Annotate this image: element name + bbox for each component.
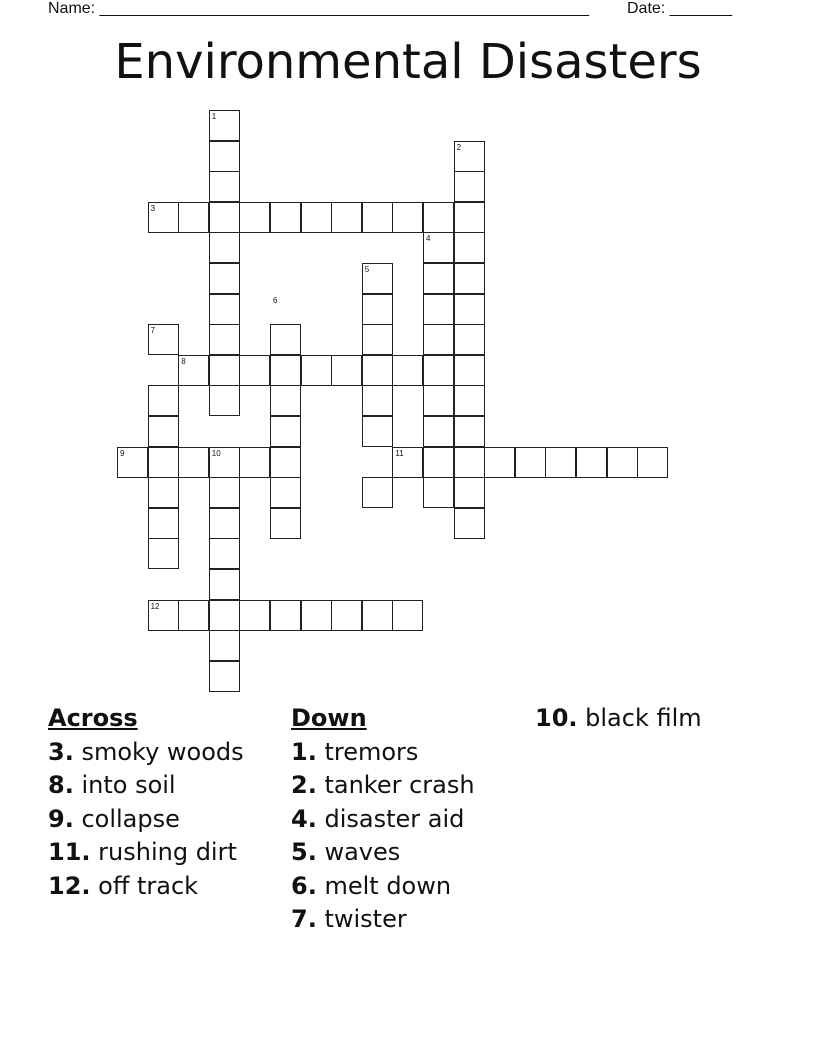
crossword-cell[interactable] [178,600,209,631]
crossword-cell[interactable] [270,477,301,508]
crossword-cell[interactable] [209,569,240,600]
clue-item [291,870,475,903]
crossword-cell[interactable] [209,661,240,692]
clue-number: 10 [211,448,221,458]
crossword-cell[interactable] [454,385,485,416]
down-clues-continued [535,702,702,735]
crossword-cell[interactable] [270,385,301,416]
crossword-cell[interactable] [209,477,240,508]
crossword-cell[interactable] [301,355,332,386]
clue-item [48,803,244,836]
across-clues [48,702,244,903]
crossword-cell[interactable] [148,538,179,569]
crossword-cell[interactable] [331,355,362,386]
date-field-line: Date: _______ [627,0,732,17]
clue-number: 1 [211,112,217,121]
crossword-cell[interactable] [209,263,240,294]
crossword-cell[interactable] [301,202,332,233]
clue-item-number: 3. [48,738,74,766]
clue-number: 11 [395,448,404,458]
clue-number: 3 [150,203,156,213]
crossword-cell[interactable] [454,324,485,355]
clue-item [48,836,244,869]
clue-item [48,736,244,769]
clue-item-text: tanker crash [324,771,475,800]
crossword-cell[interactable] [545,447,576,478]
crossword-cell[interactable] [209,538,240,569]
crossword-cell[interactable] [148,477,179,508]
crossword-cell[interactable] [270,202,301,233]
down-heading: Down [291,704,367,732]
clue-item [48,870,244,903]
clue-item-text: tremors [324,738,419,766]
crossword-cell[interactable] [270,447,301,478]
crossword-cell[interactable] [239,600,270,631]
crossword-cell[interactable] [392,600,423,631]
crossword-cell[interactable] [423,385,454,416]
crossword-cell[interactable] [362,477,393,508]
crossword-cell[interactable] [178,202,209,233]
crossword-cell[interactable] [392,355,423,386]
clue-number: 4 [426,234,431,244]
clue-number: 2 [456,142,462,152]
clue-item-number: 12. [48,871,91,900]
clue-item-text: into soil [81,771,176,800]
clue-item-text: waves [324,838,401,867]
name-field-line: Name: _______________________________________________________ [48,0,589,17]
crossword-cell[interactable] [270,508,301,539]
crossword-cell[interactable] [301,600,332,631]
clue-number: 7 [150,326,156,336]
crossword-cell[interactable] [454,447,485,478]
clue-item-number: 2. [291,771,317,800]
clue-item [291,836,475,869]
clue-number: 6 [273,295,278,305]
crossword-cell[interactable] [239,355,270,386]
crossword-cell[interactable] [362,600,393,631]
crossword-cell[interactable] [209,171,240,202]
clue-item-number: 7. [291,904,317,933]
crossword-cell[interactable] [270,600,301,631]
clue-item-text: melt down [324,871,452,900]
clue-item-number: 5. [291,838,317,867]
clue-item [48,769,244,802]
clue-number: 5 [364,265,370,274]
crossword-cell[interactable] [637,447,668,478]
crossword-cell[interactable] [454,416,485,447]
crossword-cell[interactable] [209,324,240,355]
crossword-cell[interactable] [362,202,393,233]
crossword-cell[interactable] [209,232,240,263]
clue-number: 8 [181,356,186,366]
crossword-cell[interactable] [362,355,393,386]
crossword-cell[interactable] [454,263,485,294]
crossword-cell[interactable] [392,202,423,233]
crossword-cell[interactable] [454,202,485,233]
crossword-cell[interactable] [148,416,179,447]
crossword-cell[interactable] [607,447,638,478]
crossword-cell[interactable] [454,232,485,263]
clue-number: 9 [120,448,125,458]
crossword-cell[interactable] [209,600,240,631]
clue-item-text: smoky woods [81,738,244,766]
clue-item-number: 10. [535,704,578,732]
clue-item [291,769,475,802]
clue-item-text: twister [324,904,407,933]
crossword-cell[interactable] [209,355,240,386]
clue-item-text: rushing dirt [98,838,237,867]
crossword-cell[interactable] [209,385,240,416]
clue-item-text: disaster aid [324,804,465,833]
clue-item-number: 8. [48,771,74,800]
crossword-cell[interactable] [423,202,454,233]
clue-item-number: 1. [291,738,317,766]
crossword-cell[interactable] [454,294,485,325]
crossword-cell[interactable] [209,294,240,325]
crossword-cell[interactable] [454,477,485,508]
crossword-cell[interactable] [423,294,454,325]
crossword-cell[interactable] [423,416,454,447]
crossword-cell[interactable] [209,202,240,233]
crossword-cell[interactable] [209,141,240,172]
clue-item-number: 4. [291,804,317,833]
crossword-cell[interactable] [270,416,301,447]
clue-item-text: collapse [81,804,180,833]
across-heading: Across [48,704,138,732]
crossword-cell[interactable] [148,385,179,416]
crossword-cell[interactable] [209,508,240,539]
clue-item [535,702,702,735]
crossword-cell[interactable] [209,630,240,661]
crossword-cell[interactable] [178,447,209,478]
clue-item-number: 6. [291,871,317,900]
clue-item-number: 11. [48,838,91,867]
crossword-cell[interactable] [423,263,454,294]
clue-item-number: 9. [48,804,74,833]
clue-item [291,736,475,769]
crossword-cell[interactable] [454,508,485,539]
crossword-cell[interactable] [239,447,270,478]
crossword-cell[interactable] [362,385,393,416]
crossword-cell[interactable] [239,202,270,233]
crossword-cell[interactable] [270,355,301,386]
crossword-cell[interactable] [362,294,393,325]
crossword-cell[interactable] [362,324,393,355]
crossword-cell[interactable] [423,324,454,355]
crossword-cell[interactable] [148,447,179,478]
crossword-cell[interactable] [270,324,301,355]
crossword-cell[interactable] [331,600,362,631]
clue-item [291,903,475,936]
crossword-cell[interactable] [331,202,362,233]
clue-item [291,803,475,836]
crossword-cell[interactable] [454,355,485,386]
crossword-cell[interactable] [423,477,454,508]
down-clues [291,702,475,936]
crossword-cell[interactable] [148,508,179,539]
page-title: Environmental Disasters [114,34,702,90]
crossword-cell[interactable] [576,447,607,478]
clue-number: 12 [150,601,160,611]
crossword-cell[interactable] [423,447,454,478]
crossword-cell[interactable] [484,447,515,478]
clue-item-text: off track [98,871,199,900]
clue-item-text: black film [585,704,702,732]
crossword-cell[interactable] [515,447,546,478]
crossword-cell[interactable] [423,355,454,386]
crossword-cell[interactable] [362,416,393,447]
crossword-cell[interactable] [454,171,485,202]
